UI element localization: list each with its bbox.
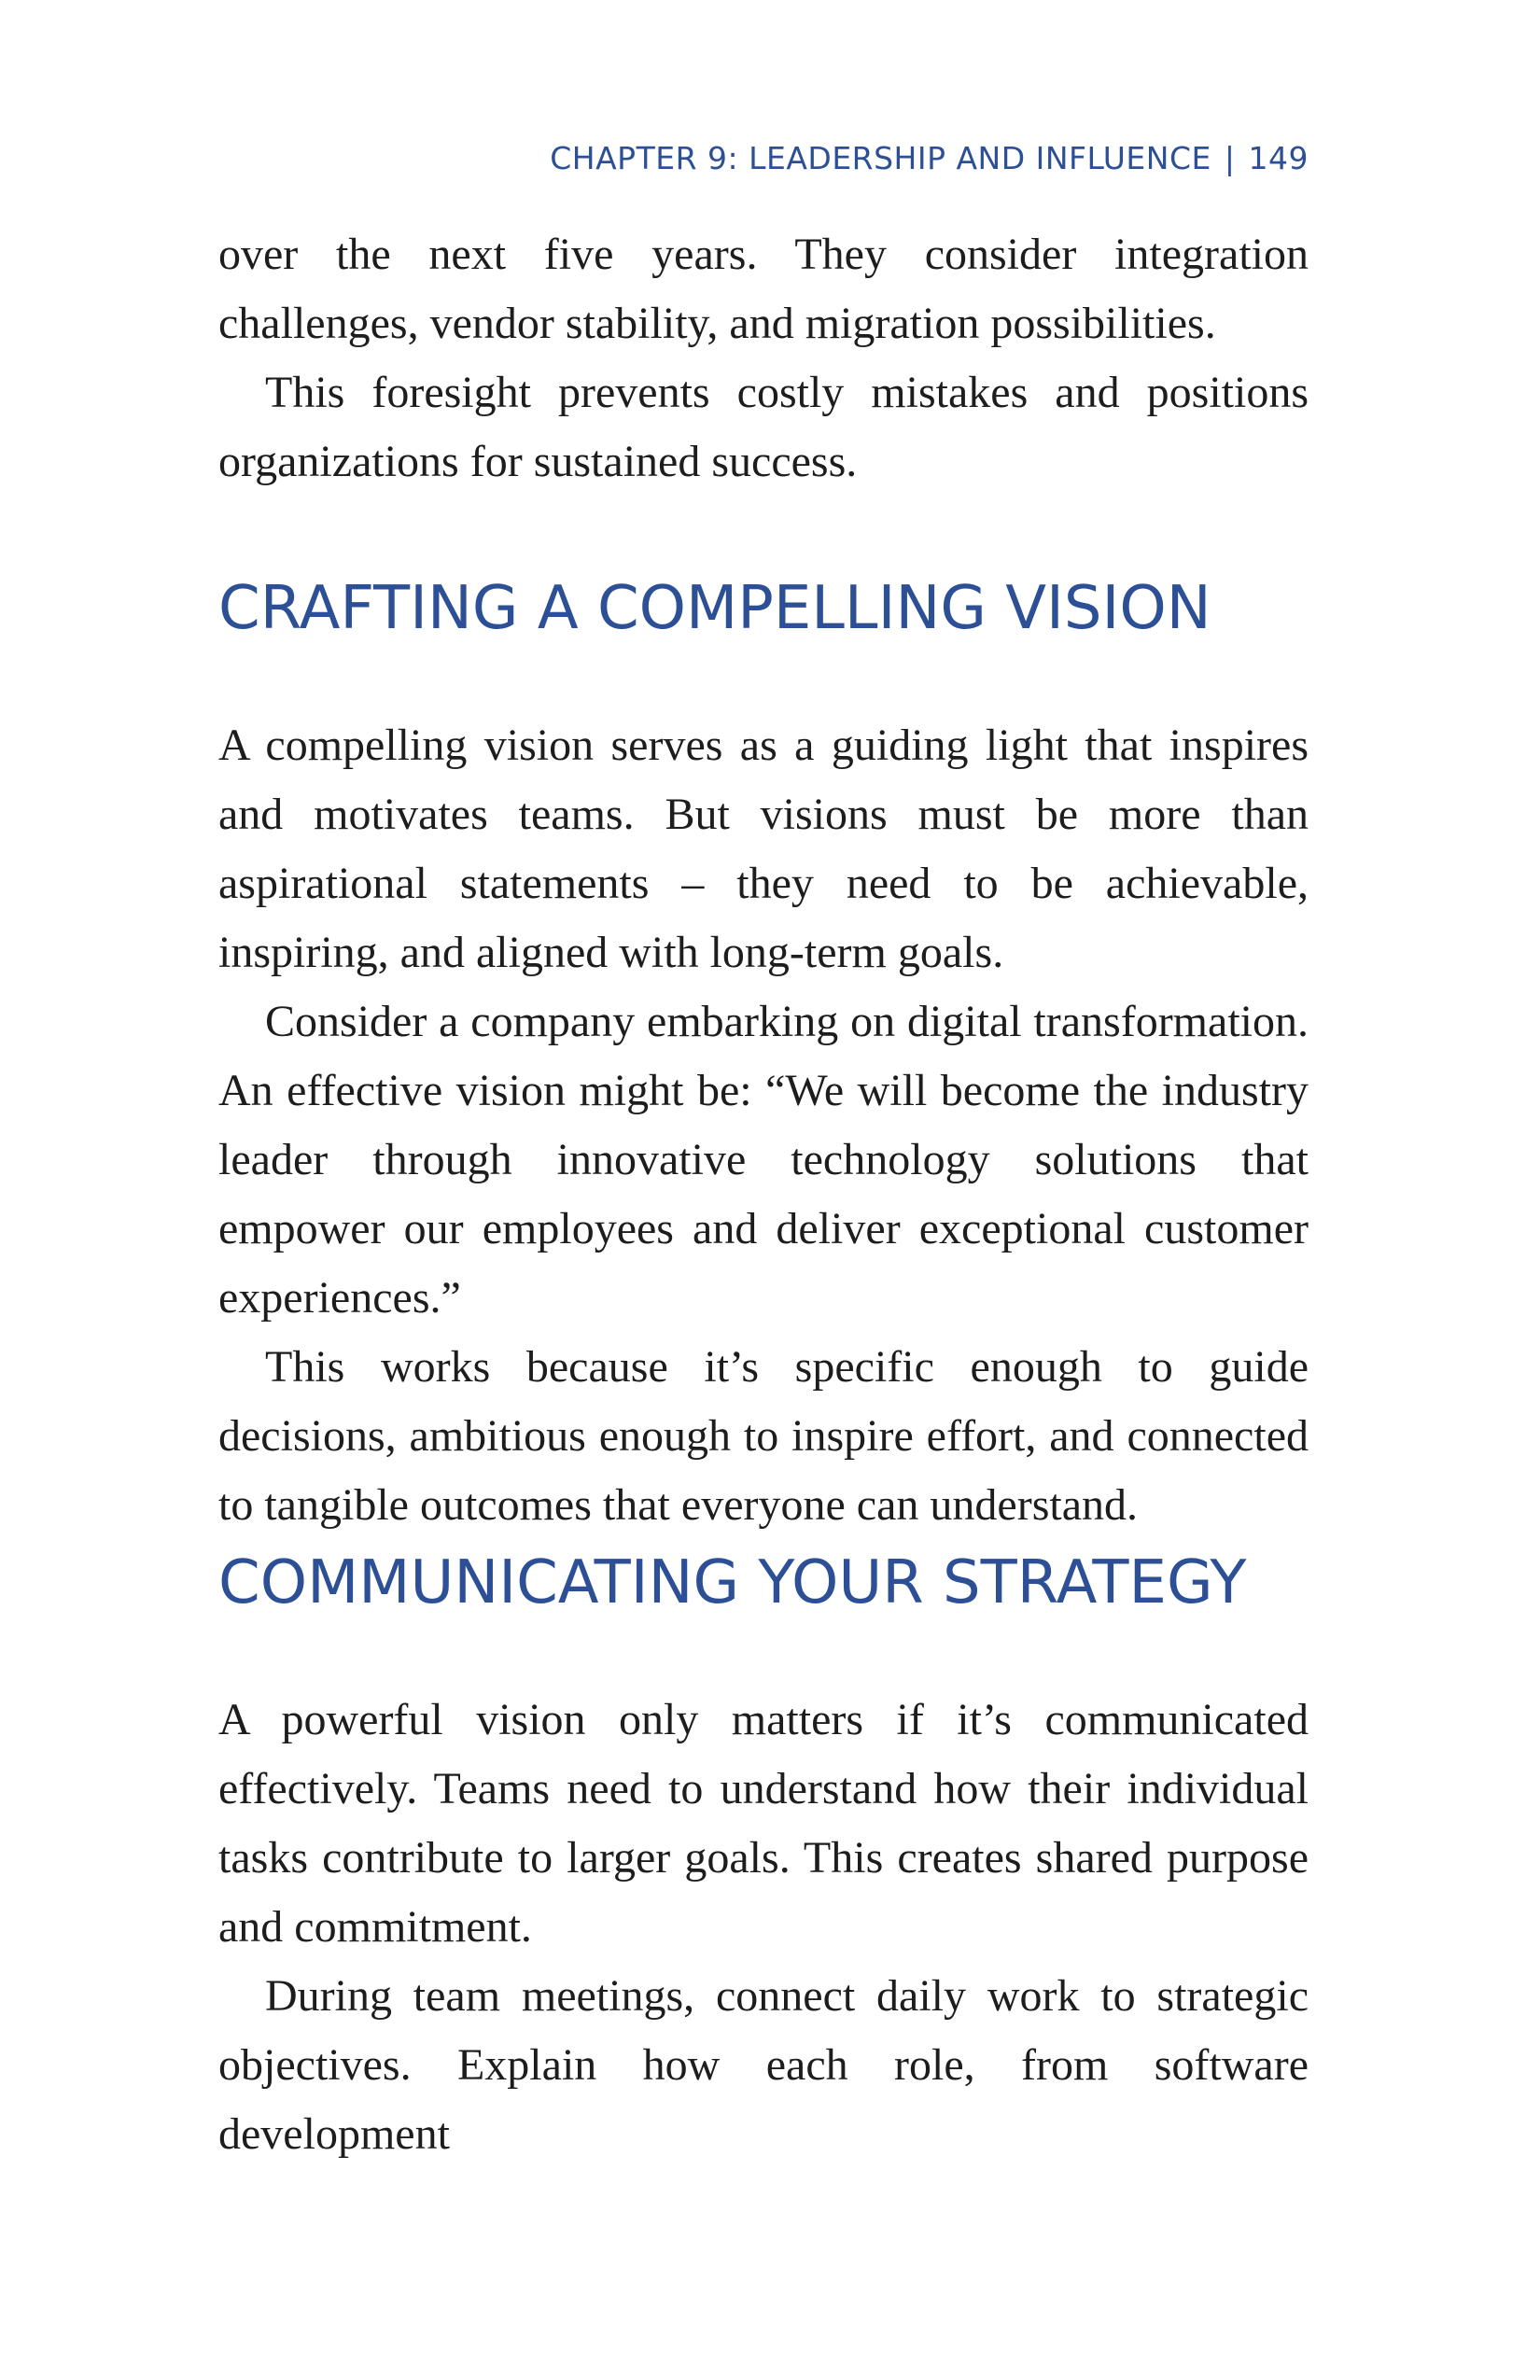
section-heading-strategy: COMMUNICATING YOUR STRATEGY	[218, 1548, 1247, 1617]
running-header	[550, 140, 1309, 176]
body-paragraph: A compelling vision serves as a guiding light that inspires and motivates teams. But visions must be more than aspirational statements – they need to be achievable, inspiring, and aligned with long-term goals.	[218, 721, 1309, 977]
section-heading-vision: CRAFTING A COMPELLING VISION	[218, 574, 1211, 643]
body-paragraph: This works because it’s specific enough to guide decisions, ambitious enough to inspire effort, and connected to tangible outcomes that everyone can understand.	[218, 1342, 1309, 1530]
body-paragraph: over the next five years. They consider integration challenges, vendor stability, and migration possibilities.	[218, 230, 1309, 348]
body-paragraph: Consider a company embarking on digital transformation. An effective vision might be: “We will become the industry leader through innovative technology solutions that empower our employees and deliver exceptional customer experiences.”	[218, 997, 1309, 1323]
vision-section	[218, 711, 1309, 1540]
page-number: 149	[1248, 140, 1309, 176]
body-paragraph: During team meetings, connect daily work to strategic objectives. Explain how each role, from software development	[218, 1971, 1309, 2159]
chapter-title: CHAPTER 9: LEADERSHIP AND INFLUENCE	[550, 140, 1211, 176]
body-paragraph: This foresight prevents costly mistakes and positions organizations for sustained success.	[218, 368, 1309, 486]
intro-section	[218, 220, 1309, 497]
header-separator: |	[1224, 140, 1236, 176]
body-paragraph: A powerful vision only matters if it’s communicated effectively. Teams need to understand how their individual tasks contribute to larger goals. This creates shared purpose and commitment.	[218, 1695, 1309, 1952]
strategy-section	[218, 1686, 1309, 2169]
